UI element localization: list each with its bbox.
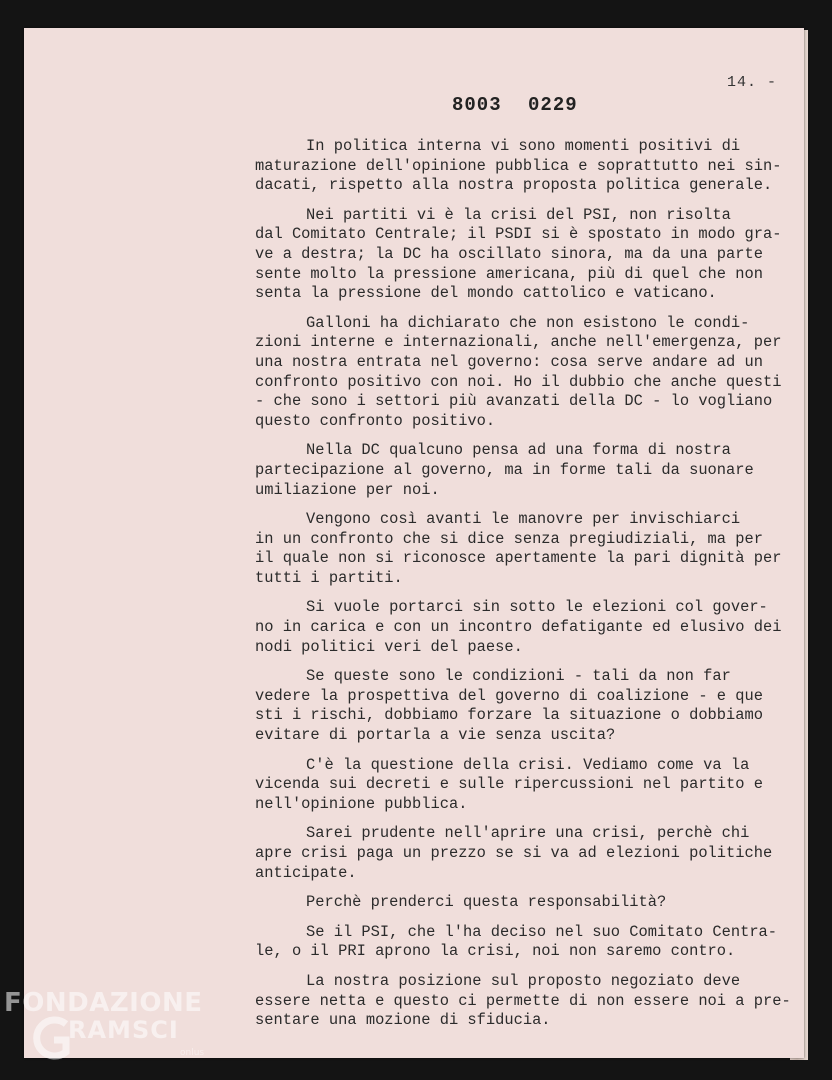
text-line: dacati, rispetto alla nostra proposta politica generale. xyxy=(255,176,773,195)
fondazione-gramsci-watermark xyxy=(4,988,214,1078)
text-line: nodi politici veri del paese. xyxy=(255,637,523,656)
text-line: Vengono così avanti le manovre per invischiarci xyxy=(306,510,741,529)
text-line: le, o il PRI aprono la crisi, noi non saremo contro. xyxy=(255,942,736,961)
text-line: In politica interna vi sono momenti positivi di xyxy=(306,137,741,155)
text-line: Nella DC qualcuno pensa ad una forma di nostra xyxy=(306,441,731,460)
text-line: questo confronto positivo. xyxy=(255,411,496,430)
text-line: sente molto la pressione americana, più di quel che non xyxy=(255,264,763,283)
text-line: zioni interne e internazionali, anche nell'emergenza, per xyxy=(255,333,782,352)
text-line: essere netta e questo ci permette di non essere noi a pre- xyxy=(255,991,791,1010)
text-line: tutti i partiti. xyxy=(255,568,403,587)
text-line: umiliazione per noi. xyxy=(255,480,440,499)
text-line: La nostra posizione sul proposto negoziato deve xyxy=(306,971,741,990)
text-line: Se queste sono le condizioni - tali da non far xyxy=(306,667,731,686)
text-line: evitare di portarla a vie senza uscita? xyxy=(255,726,616,745)
text-line: sti i rischi, dobbiamo forzare la situazione o dobbiamo xyxy=(255,706,763,725)
text-line: ve a destra; la DC ha oscillato sinora, ma da una parte xyxy=(255,244,763,263)
text-line: vedere la prospettiva del governo di coalizione - e que xyxy=(255,686,763,705)
paragraph xyxy=(255,441,795,500)
paragraph xyxy=(255,893,795,913)
text-line: senta la pressione del mondo cattolico e vaticano. xyxy=(255,284,717,303)
archive-code: 8003 0229 xyxy=(452,94,578,116)
text-line: anticipate. xyxy=(255,863,357,882)
paragraph xyxy=(255,923,795,962)
paragraph xyxy=(255,598,795,657)
text-line: Si vuole portarci sin sotto le elezioni col gover- xyxy=(306,598,768,617)
paragraph xyxy=(255,824,795,883)
watermark-line2: RAMSCI xyxy=(68,1016,179,1044)
text-line: Perchè prenderci questa responsabilità? xyxy=(306,893,667,912)
paragraph xyxy=(255,667,795,745)
text-line: Nei partiti vi è la crisi del PSI, non risolta xyxy=(306,205,731,224)
paragraph xyxy=(255,314,795,432)
text-line: Sarei prudente nell'aprire una crisi, perchè chi xyxy=(306,824,750,843)
paragraph xyxy=(255,972,795,1031)
text-line: no in carica e con un incontro defatigante ed elusivo dei xyxy=(255,618,782,637)
gramsci-g-logo-icon xyxy=(32,1014,72,1062)
watermark-line1: FONDAZIONE xyxy=(4,988,203,1018)
text-line: confronto positivo con noi. Ho il dubbio che anche questi xyxy=(255,372,782,391)
page-number: 14. - xyxy=(727,74,778,91)
paragraph xyxy=(255,137,795,196)
text-line: partecipazione al governo, ma in forme tali da suonare xyxy=(255,460,754,479)
document-body xyxy=(255,137,795,1041)
text-line: C'è la questione della crisi. Vediamo come va la xyxy=(306,755,750,774)
text-line: vicenda sui decreti e sulle ripercussioni nel partito e xyxy=(255,775,763,794)
paragraph xyxy=(255,510,795,588)
watermark-onlus: onlus xyxy=(180,1048,205,1058)
text-line: in un confronto che si dice senza pregiudiziali, ma per xyxy=(255,529,763,548)
paragraph xyxy=(255,756,795,815)
text-line: il quale non si riconosce apertamente la pari dignità per xyxy=(255,549,782,568)
text-line: nell'opinione pubblica. xyxy=(255,794,468,813)
text-line: Se il PSI, che l'ha deciso nel suo Comitato Centra- xyxy=(306,922,778,941)
text-line: apre crisi paga un prezzo se si va ad elezioni politiche xyxy=(255,844,773,862)
text-line: una nostra entrata nel governo: cosa serve andare ad un xyxy=(255,352,763,371)
text-line: dal Comitato Centrale; il PSDI si è spostato in modo gra- xyxy=(255,225,782,244)
text-line: - che sono i settori più avanzati della DC - lo vogliano xyxy=(255,392,773,411)
text-line: sentare una mozione di sfiducia. xyxy=(255,1011,551,1030)
text-line: Galloni ha dichiarato che non esistono le condi- xyxy=(306,313,750,332)
text-line: maturazione dell'opinione pubblica e soprattutto nei sin- xyxy=(255,156,782,175)
paragraph xyxy=(255,206,795,304)
